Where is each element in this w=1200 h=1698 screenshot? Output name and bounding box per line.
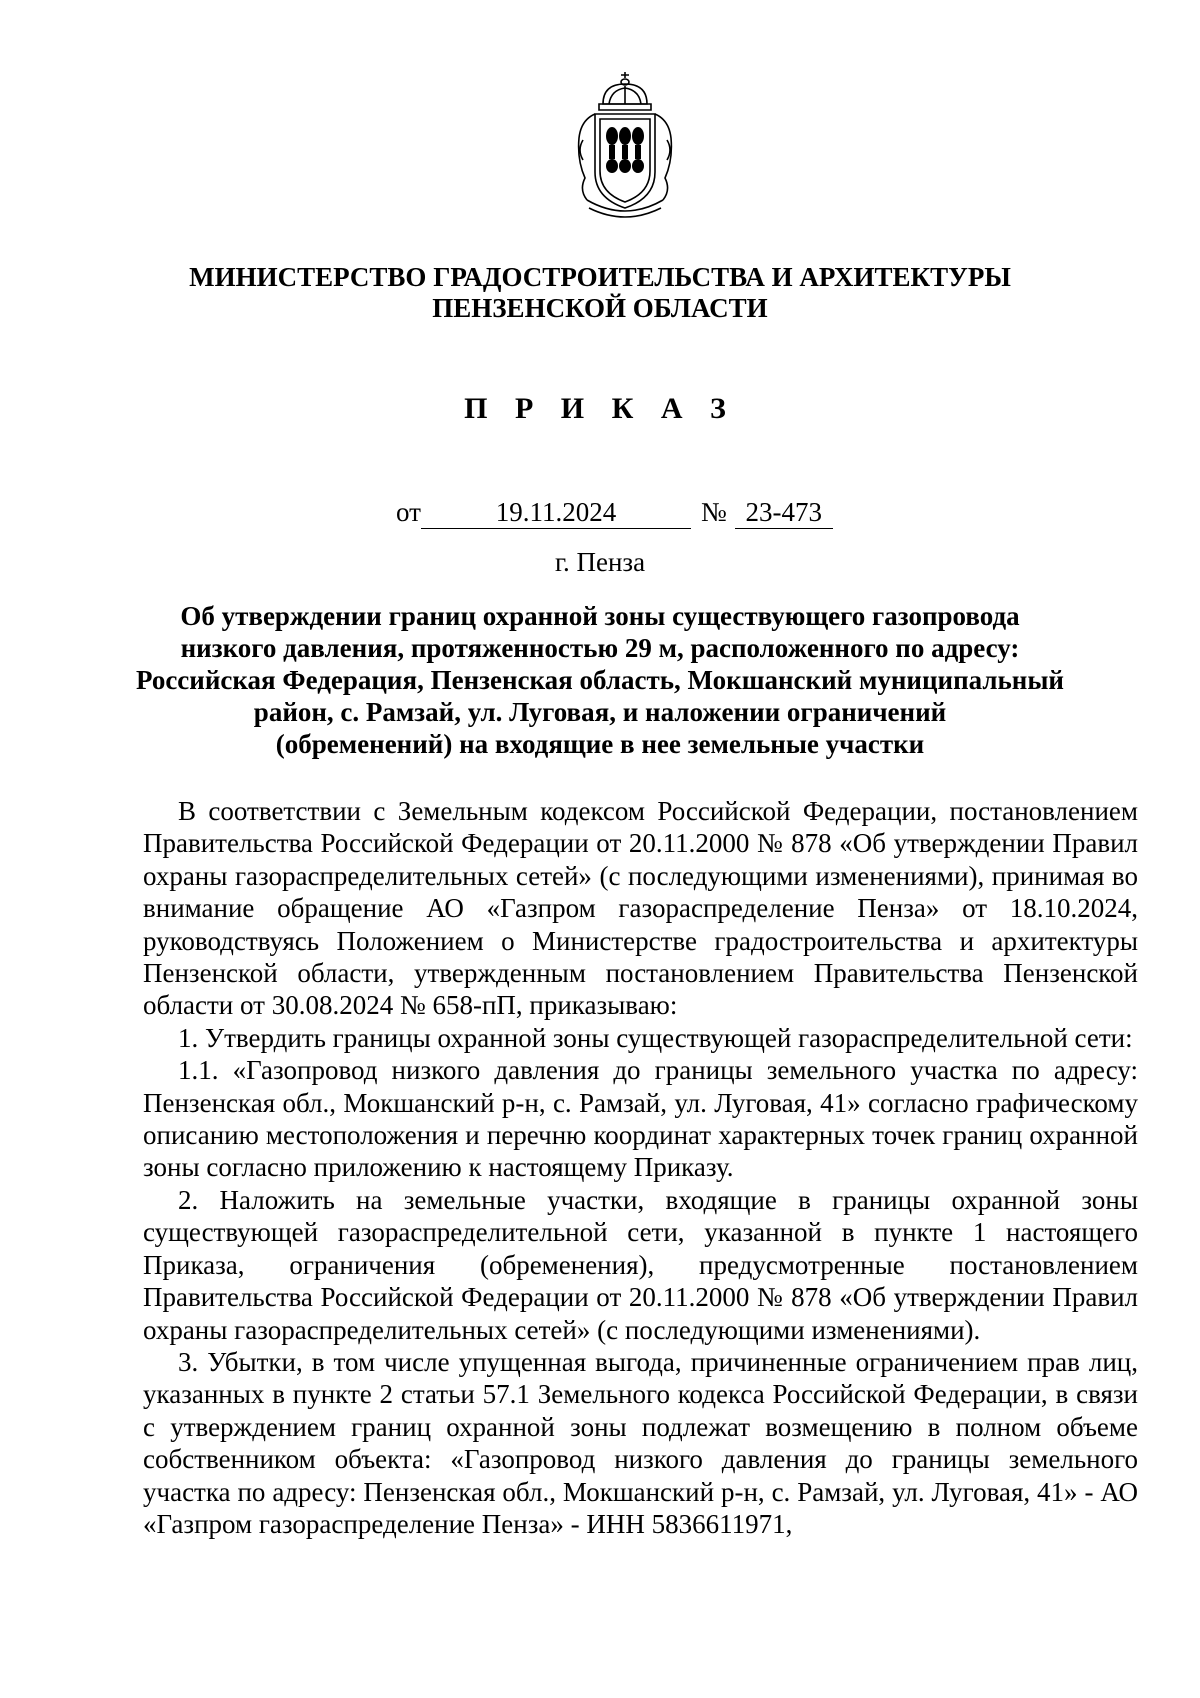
subject-line-5: (обременений) на входящие в нее земельные участки bbox=[275, 729, 925, 759]
subject-line-3: Российская Федерация, Пензенская область, Мокшанский муниципальный bbox=[136, 665, 1064, 695]
subject-line-2: низкого давления, протяженностью 29 м, расположенного по адресу: bbox=[180, 633, 1020, 663]
document-type-title: П Р И К А З bbox=[464, 392, 736, 425]
ministry-heading bbox=[0, 262, 1200, 324]
order-subject bbox=[100, 600, 1100, 760]
clause-3: 3. Убытки, в том числе упущенная выгода, причиненные ограничением прав лиц, указанных в пункте 2 статьи 57.1 Земельного кодекса Российской Федерации, в связи с утверждением границ охранной зоны подлежат возмещению в полном объеме собственником объекта: «Газопровод низкого давления до границы земельного участка по адресу: Пензенская обл., Мокшанский р-н, с. Рамзай, ул. Луговая, 41» - АО «Газпром газораспределение Пенза» - ИНН 5836611971, bbox=[143, 1346, 1138, 1539]
date-number-line bbox=[396, 496, 833, 529]
order-number: 23-473 bbox=[735, 496, 833, 529]
clause-1-1: 1.1. «Газопровод низкого давления до границы земельного участка по адресу: Пензенская обл., Мокшанский р-н, с. Рамзай, ул. Луговая, 41» согласно графическому описанию местоположения и перечню координат характерных точек границ охранной зоны согласно приложению к настоящему Приказу. bbox=[143, 1055, 1138, 1183]
subject-line-1: Об утверждении границ охранной зоны существующего газопровода bbox=[180, 601, 1020, 631]
date-from-label: от bbox=[396, 497, 421, 527]
city-line: г. Пенза bbox=[554, 547, 646, 577]
preamble-paragraph: В соответствии с Земельным кодексом Российской Федерации, постановлением Правительства Российской Федерации от 20.11.2000 № 878 «Об утверждении Правил охраны газораспределительных сетей» (с последующими изменениями), принимая во внимание обращение АО «Газпром газораспределение Пенза» от 18.10.2024, руководствуясь Положением о Министерстве градостроительства и архитектуры Пензенской области, утвержденным постановлением Правительства Пензенской области от 30.08.2024 № 658-пП, приказываю: bbox=[143, 796, 1138, 1021]
clause-1: 1. Утвердить границы охранной зоны существующей газораспределительной сети: bbox=[178, 1022, 1133, 1053]
ministry-heading-line-2: ПЕНЗЕНСКОЙ ОБЛАСТИ bbox=[432, 293, 768, 323]
coat-of-arms-emblem bbox=[569, 70, 681, 222]
number-label: № bbox=[700, 497, 727, 527]
order-body bbox=[143, 795, 1138, 1540]
order-date: 19.11.2024 bbox=[421, 496, 691, 529]
clause-2: 2. Наложить на земельные участки, входящие в границы охранной зоны существующей газораспределительной сети, указанной в пункте 1 настоящего Приказа, ограничения (обременения), предусмотренные постановлением Правительства Российской Федерации от 20.11.2000 № 878 «Об утверждении Правил охраны газораспределительных сетей» (с последующими изменениями). bbox=[143, 1184, 1138, 1345]
subject-line-4: район, с. Рамзай, ул. Луговая, и наложении ограничений bbox=[253, 697, 947, 727]
ministry-heading-line-1: МИНИСТЕРСТВО ГРАДОСТРОИТЕЛЬСТВА И АРХИТЕКТУРЫ bbox=[189, 262, 1011, 292]
